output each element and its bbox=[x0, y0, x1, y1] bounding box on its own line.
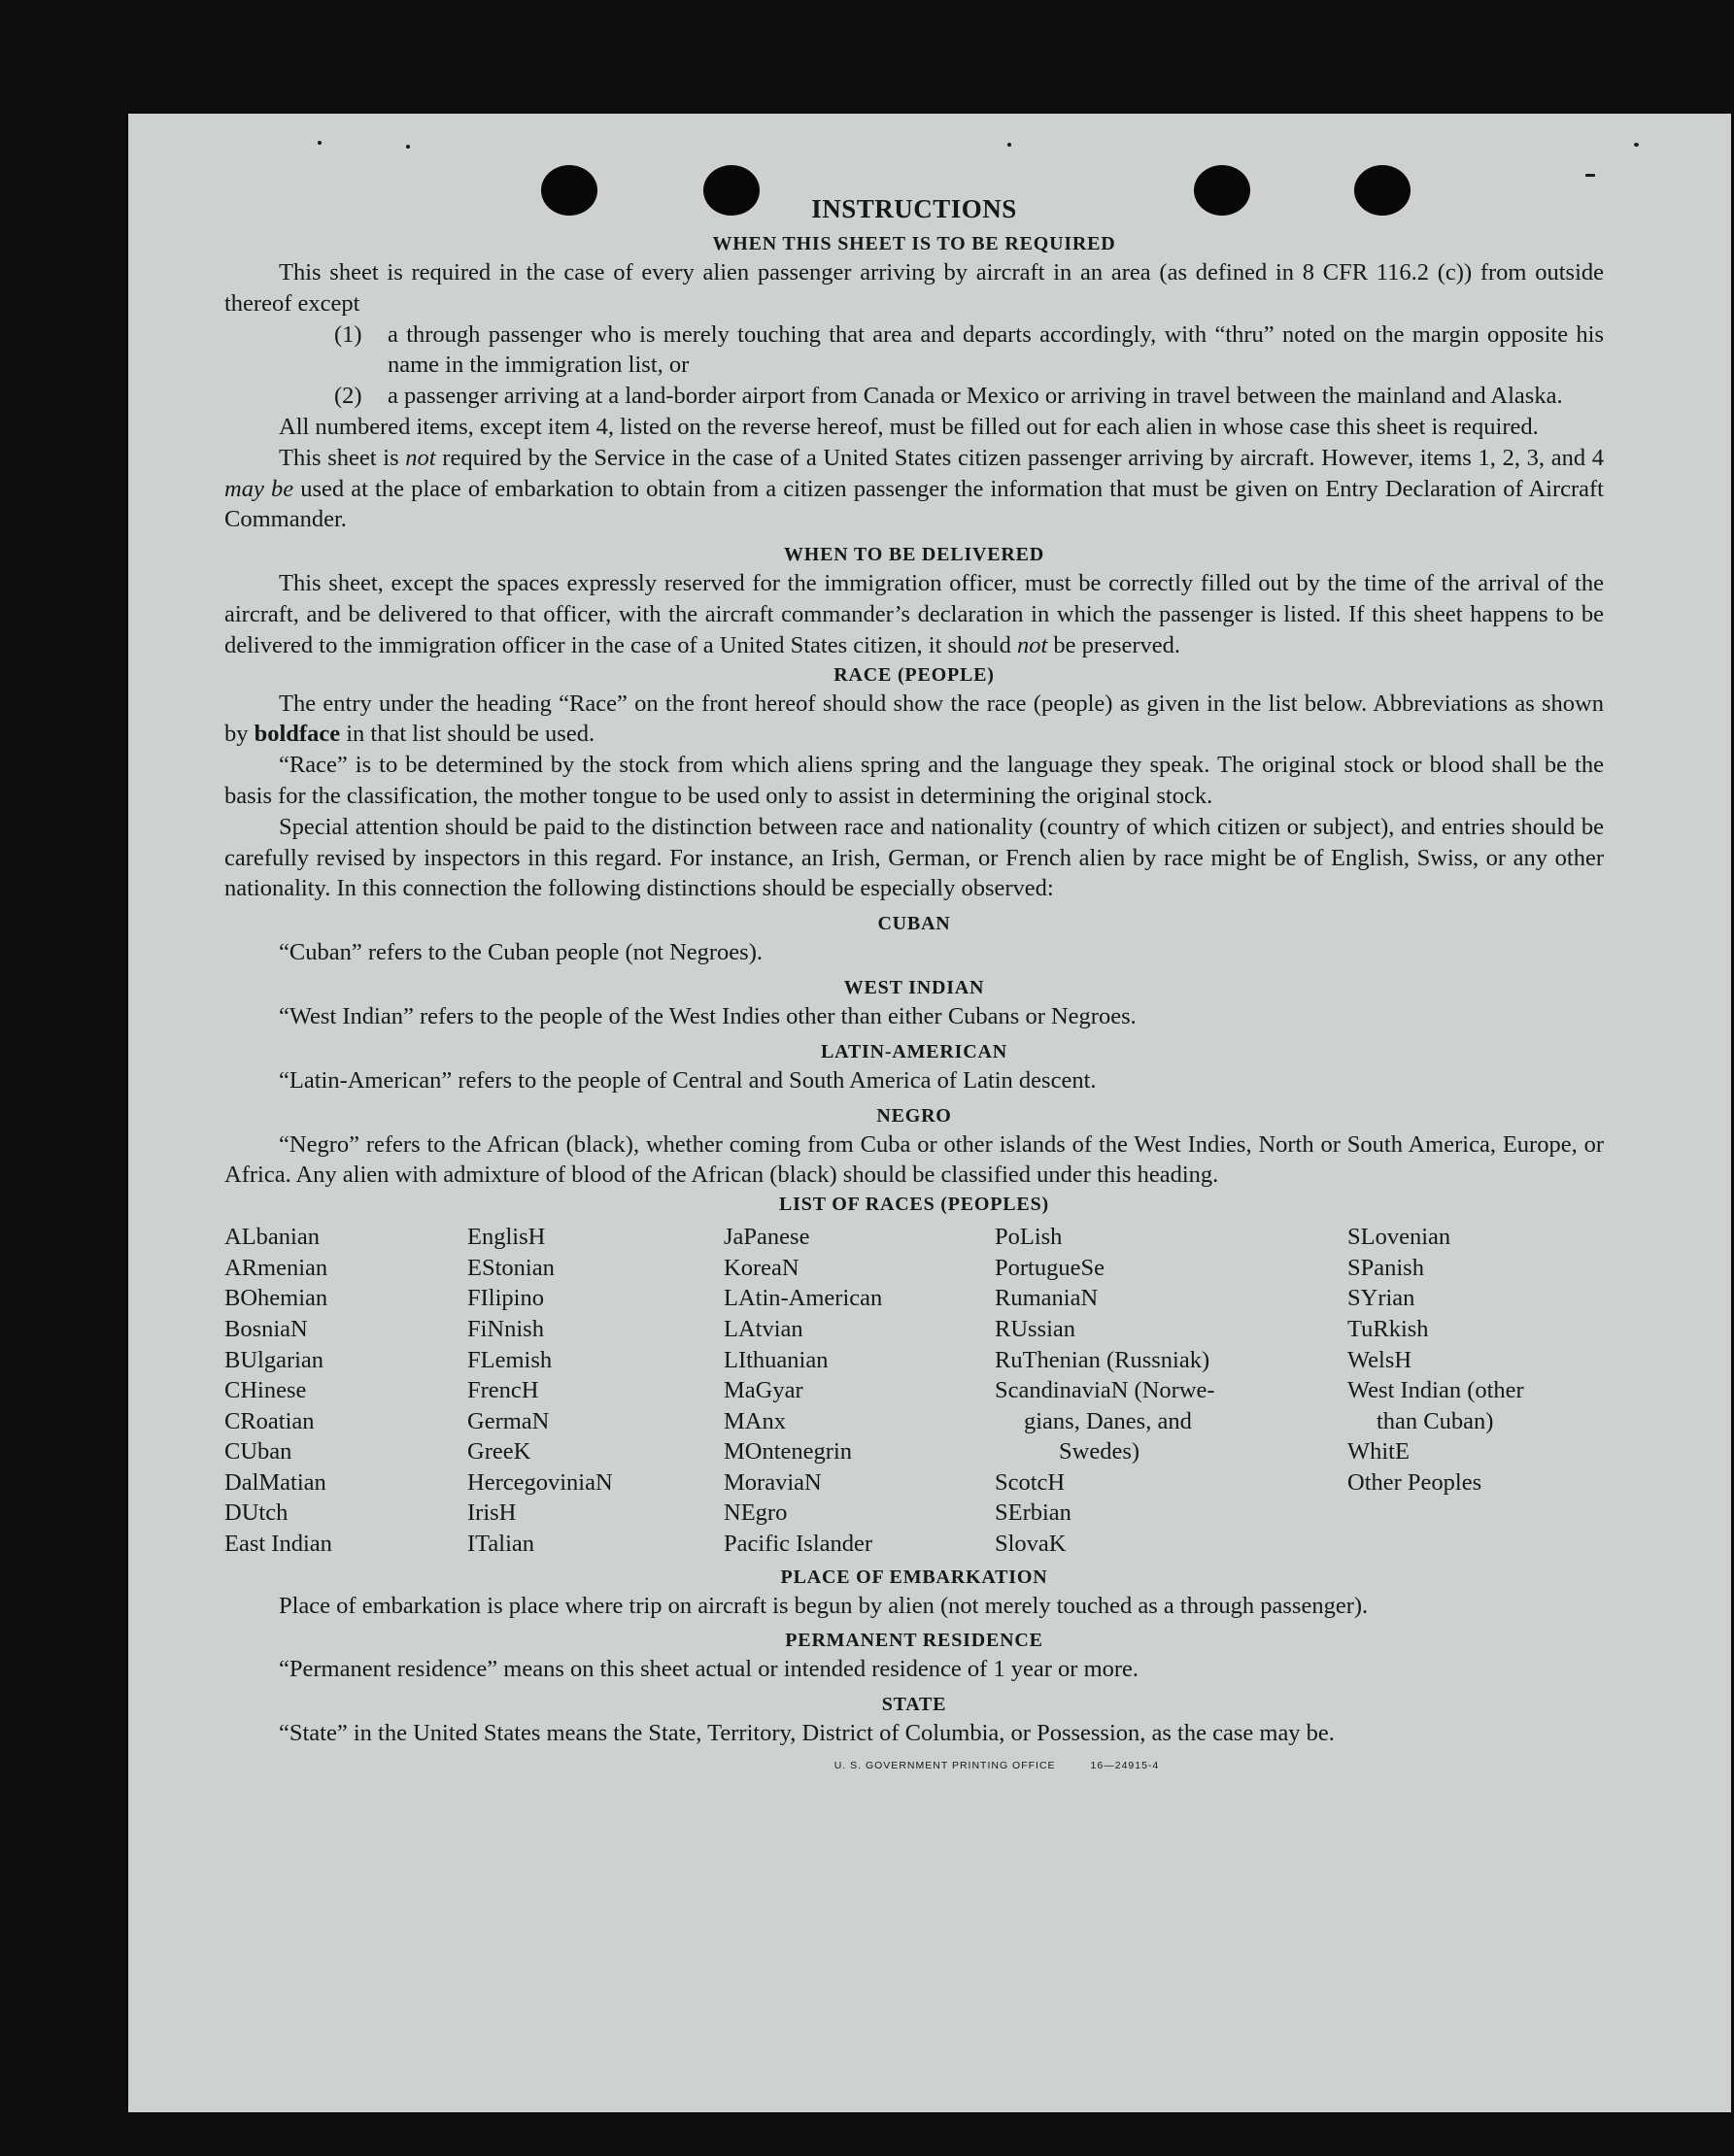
heading-list-of-races: LIST OF RACES (PEOPLES) bbox=[779, 1194, 1049, 1216]
heading-permanent-residence: PERMANENT RESIDENCE bbox=[785, 1630, 1043, 1652]
race-entry: NEgro bbox=[724, 1499, 788, 1527]
race-paragraph: Special attention should be paid to the distinction between race and nationality (country of which citizen or subject), and entries should be carefully revised by inspectors in this regard. For instance, an Irish, German, or French alien by race might be of English, Swiss, or any other nationality. In this connection the following distinctions should be especially observed: bbox=[224, 813, 1604, 902]
race-entry: SYrian bbox=[1347, 1285, 1415, 1312]
exception-item-text: a through passenger who is merely touching that area and departs accordingly, with “thru” noted on the margin opposite his name in the immigration list, or bbox=[388, 320, 1604, 379]
race-entry: MOntenegrin bbox=[724, 1438, 852, 1465]
race-entry-continued: Swedes) bbox=[1059, 1438, 1140, 1465]
races-column bbox=[224, 1222, 467, 1560]
race-entry: DalMatian bbox=[224, 1468, 326, 1496]
race-entry: West Indian (other bbox=[1347, 1377, 1524, 1404]
race-entry: BUlgarian bbox=[224, 1346, 324, 1373]
race-entry: EnglisH bbox=[467, 1224, 546, 1251]
state-text: “State” in the United States means the State, Territory, District of Columbia, or Possession, as the case may be. bbox=[279, 1720, 1335, 1747]
race-entry: RuThenian (Russniak) bbox=[995, 1346, 1210, 1373]
place-of-embarkation-text: Place of embarkation is place where trip on aircraft is begun by alien (not merely touched as a through passenger). bbox=[279, 1592, 1369, 1619]
exception-item-number: (2) bbox=[334, 383, 362, 410]
latin-american-definition: “Latin-American” refers to the people of Central and South America of Latin descent. bbox=[279, 1066, 1097, 1094]
races-column bbox=[995, 1222, 1347, 1560]
race-paragraph: The entry under the heading “Race” on the front hereof should show the race (people) as given in the list below. Abbreviations as shown by boldface in that list should be used. bbox=[224, 690, 1604, 748]
races-list bbox=[224, 1222, 1604, 1560]
race-entry: SErbian bbox=[995, 1499, 1071, 1527]
heading-place-of-embarkation: PLACE OF EMBARKATION bbox=[780, 1566, 1048, 1588]
race-entry-continued: than Cuban) bbox=[1377, 1407, 1494, 1434]
race-entry: CUban bbox=[224, 1438, 292, 1465]
when-delivered-text: This sheet, except the spaces expressly reserved for the immigration officer, must be correctly filled out by the time of the arrival of the aircraft, and be delivered to that officer, with the aircraft commander’s declaration in which the passenger is listed. If this sheet happens to be delivered to the immigration officer in the case of a United States citizen, it should not be preserved. bbox=[224, 570, 1604, 658]
race-entry: FiNnish bbox=[467, 1315, 544, 1342]
race-entry-continued: gians, Danes, and bbox=[1024, 1407, 1192, 1434]
instructions-content bbox=[224, 193, 1604, 1772]
race-entry: SPanish bbox=[1347, 1254, 1424, 1281]
race-entry: MaGyar bbox=[724, 1377, 803, 1404]
heading-when-delivered: WHEN TO BE DELIVERED bbox=[783, 544, 1045, 566]
race-entry: JaPanese bbox=[724, 1224, 810, 1251]
cuban-definition: “Cuban” refers to the Cuban people (not Negroes). bbox=[279, 939, 763, 966]
race-entry: ScotcH bbox=[995, 1468, 1066, 1496]
heading-race: RACE (PEOPLE) bbox=[833, 663, 995, 686]
heading-negro: NEGRO bbox=[876, 1104, 952, 1127]
races-column bbox=[724, 1222, 995, 1560]
heading-when-required: WHEN THIS SHEET IS TO BE REQUIRED bbox=[712, 233, 1116, 254]
page-title: INSTRUCTIONS bbox=[811, 194, 1017, 223]
race-entry: ScandinaviaN (Norwe- bbox=[995, 1377, 1215, 1404]
race-entry: SlovaK bbox=[995, 1531, 1067, 1558]
race-entry: MAnx bbox=[724, 1407, 786, 1434]
printer-name: U. S. GOVERNMENT PRINTING OFFICE bbox=[833, 1760, 1056, 1772]
race-entry: LAtvian bbox=[724, 1315, 803, 1342]
exception-item-text: a passenger arriving at a land-border airport from Canada or Mexico or arriving in travel between the mainland and Alaska. bbox=[388, 383, 1563, 410]
race-entry: LAtin-American bbox=[724, 1285, 883, 1312]
when-required-intro: This sheet is required in the case of every alien passenger arriving by aircraft in an area (as defined in 8 CFR 116.2 (c)) from outside thereof except bbox=[224, 259, 1604, 317]
race-entry: IrisH bbox=[467, 1499, 517, 1527]
heading-west-indian: WEST INDIAN bbox=[843, 976, 985, 998]
race-entry: KoreaN bbox=[724, 1254, 799, 1281]
race-entry: DUtch bbox=[224, 1499, 289, 1527]
races-column bbox=[1347, 1222, 1600, 1560]
race-entry: WelsH bbox=[1347, 1346, 1412, 1373]
race-entry: SLovenian bbox=[1347, 1224, 1451, 1251]
race-entry: TuRkish bbox=[1347, 1315, 1429, 1342]
race-entry: LIthuanian bbox=[724, 1346, 829, 1373]
race-entry: CHinese bbox=[224, 1377, 307, 1404]
negro-definition: “Negro” refers to the African (black), whether coming from Cuba or other islands of the West Indies, North or South America, Europe, or Africa. Any alien with admixture of blood of the African (black) should be classified under this heading. bbox=[224, 1130, 1604, 1189]
form-code: 16—24915-4 bbox=[1090, 1760, 1160, 1772]
race-entry: CRoatian bbox=[224, 1407, 315, 1434]
race-paragraph: “Race” is to be determined by the stock from which aliens spring and the language they speak. The original stock or blood shall be the basis for the classification, the mother tongue to be used only to assist in determining the original stock. bbox=[224, 752, 1604, 809]
race-entry: ITalian bbox=[467, 1531, 535, 1558]
race-entry: ALbanian bbox=[224, 1224, 320, 1251]
race-entry: EStonian bbox=[467, 1254, 555, 1281]
race-entry: Other Peoples bbox=[1347, 1468, 1482, 1496]
heading-cuban: CUBAN bbox=[877, 913, 951, 935]
heading-latin-american: LATIN-AMERICAN bbox=[821, 1040, 1007, 1062]
race-entry: ARmenian bbox=[224, 1254, 328, 1281]
instruction-sheet bbox=[128, 114, 1731, 2112]
west-indian-definition: “West Indian” refers to the people of the West Indies other than either Cubans or Negroes. bbox=[279, 1002, 1137, 1029]
citizen-paragraph: This sheet is not required by the Service in the case of a United States citizen passenger arriving by aircraft. However, items 1, 2, 3, and 4 may be used at the place of embarkation to obtain from a citizen passenger the information that must be given on Entry Declaration of Aircraft Commander. bbox=[224, 444, 1605, 533]
race-entry: East Indian bbox=[224, 1531, 332, 1558]
race-entry: RumaniaN bbox=[995, 1285, 1099, 1312]
race-entry: HercegoviniaN bbox=[467, 1468, 613, 1496]
race-entry: GreeK bbox=[467, 1438, 531, 1465]
exception-item bbox=[334, 381, 1604, 412]
race-entry: PortugueSe bbox=[995, 1254, 1105, 1281]
heading-state: STATE bbox=[881, 1694, 947, 1716]
exception-item-number: (1) bbox=[334, 320, 362, 348]
race-entry: WhitE bbox=[1347, 1438, 1410, 1465]
race-entry: GermaN bbox=[467, 1407, 550, 1434]
race-entry: BOhemian bbox=[224, 1285, 328, 1312]
race-entry: BosniaN bbox=[224, 1315, 308, 1342]
race-entry: FLemish bbox=[467, 1346, 553, 1373]
printer-imprint bbox=[224, 1759, 1604, 1772]
race-entry: FIlipino bbox=[467, 1285, 544, 1312]
race-entry: MoraviaN bbox=[724, 1468, 822, 1496]
numbered-items-paragraph: All numbered items, except item 4, listed on the reverse hereof, must be filled out for each alien in whose case this sheet is required. bbox=[279, 413, 1539, 440]
exception-item bbox=[334, 320, 1604, 382]
race-entry: FrencH bbox=[467, 1377, 539, 1404]
race-entry: PoLish bbox=[995, 1224, 1063, 1251]
race-entry: RUssian bbox=[995, 1315, 1076, 1342]
races-column bbox=[467, 1222, 724, 1560]
permanent-residence-text: “Permanent residence” means on this sheet actual or intended residence of 1 year or more. bbox=[279, 1656, 1139, 1683]
race-entry: Pacific Islander bbox=[724, 1531, 873, 1558]
